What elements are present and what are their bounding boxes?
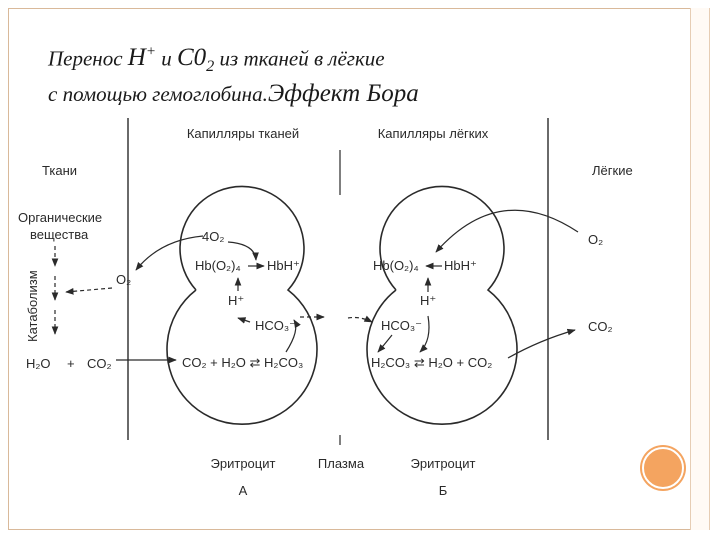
o2-to-catabolism-arrow: [66, 288, 112, 292]
left-h2o: H₂O: [26, 356, 51, 371]
organic-line-2: вещества: [30, 227, 89, 242]
co2-out-of-b-arrow: [508, 330, 575, 358]
title-word-i: и: [161, 46, 172, 71]
a-equation: CO₂ + H₂O ⇄ H₂CO₃: [182, 355, 304, 370]
b-hco3: HCO₃⁻: [381, 318, 423, 333]
a-4o2: 4O₂: [202, 229, 225, 244]
label-catabolism: Катаболизм: [25, 270, 40, 342]
b-hbh: HbH⁺: [444, 258, 477, 273]
left-o2: O₂: [116, 272, 132, 287]
label-a: А: [238, 483, 248, 498]
label-tissues: Ткани: [42, 163, 78, 178]
title-h: H: [127, 44, 146, 72]
organic-line-1: Органические: [18, 210, 103, 225]
right-co2: CO₂: [588, 319, 613, 334]
a-hco3-to-h-arrow: [238, 318, 250, 322]
b-h-ion: H⁺: [420, 293, 437, 308]
label-lungs: Лёгкие: [592, 163, 633, 178]
title-rest: из тканей в лёгкие: [219, 46, 385, 71]
a-h-ion: H⁺: [228, 293, 245, 308]
title-c0: C0: [176, 44, 207, 72]
title-h-sup: +: [145, 44, 156, 60]
label-b: Б: [438, 483, 448, 498]
title-line2-b: Эффект Бора: [267, 80, 419, 107]
a-hbh: HbH⁺: [267, 258, 300, 273]
label-plasma: Плазма: [317, 456, 365, 471]
left-co2: CO₂: [87, 356, 112, 371]
a-o2-out-arrow: [136, 236, 203, 270]
header-lung-capillaries: Капилляры лёгких: [377, 126, 489, 141]
right-o2: O₂: [588, 232, 604, 247]
title-word-perenos: Перенос: [48, 46, 123, 71]
b-hb-o2: Hb(O₂)₄: [373, 258, 419, 273]
label-erythrocyte-a: Эритроцит: [210, 456, 276, 471]
left-plus: +: [67, 356, 75, 371]
b-hco3-to-h2co3-arrow: [378, 335, 392, 352]
title-co2-sub: 2: [206, 57, 215, 76]
erythrocyte-b-shape: [367, 186, 517, 424]
a-hco3: HCO₃⁻: [255, 318, 297, 333]
b-hco3-in-arrow: [348, 318, 372, 323]
header-tissue-capillaries: Капилляры тканей: [186, 126, 300, 141]
b-o2-in-arrow: [436, 210, 578, 252]
label-erythrocyte-b: Эритроцит: [410, 456, 476, 471]
title-line2-a: с помощью гемоглобина.: [48, 82, 268, 106]
b-equation: H₂CO₃ ⇄ H₂O + CO₂: [371, 355, 493, 370]
a-hb-o2: Hb(O₂)₄: [195, 258, 241, 273]
